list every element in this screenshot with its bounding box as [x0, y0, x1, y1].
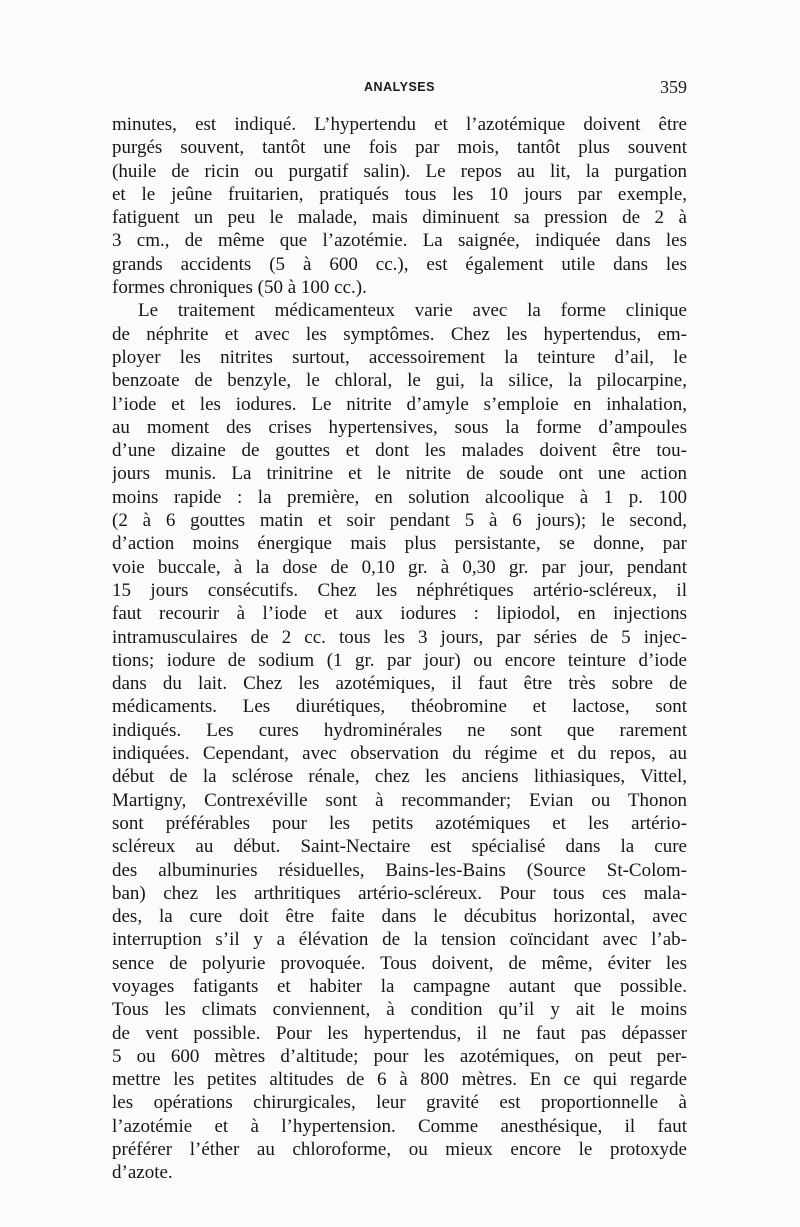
- text-line: des albuminuries résiduelles, Bains-les-Bains (Source St-Colom-: [112, 859, 687, 881]
- text-line: et le jeûne fruitarien, pratiqués tous les 10 jours par exemple,: [112, 183, 687, 205]
- text-line: benzoate de benzyle, le chloral, le gui, la silice, la pilocarpine,: [112, 370, 687, 392]
- text-line: intramusculaires de 2 cc. tous les 3 jours, par séries de 5 injec-: [112, 626, 687, 648]
- text-line: Martigny, Contrexéville sont à recommander; Evian ou Thonon: [112, 789, 687, 811]
- text-line: voyages fatigants et habiter la campagne autant que possible.: [112, 975, 687, 997]
- text-line: début de la sclérose rénale, chez les anciens lithiasiques, Vittel,: [112, 766, 687, 788]
- text-line: jours munis. La trinitrine et le nitrite de soude ont une action: [112, 463, 687, 485]
- text-line: scléreux au début. Saint-Nectaire est spécialisé dans la cure: [112, 836, 687, 858]
- text-line: 3 cm., de même que l’azotémie. La saignée, indiquée dans les: [112, 230, 687, 252]
- text-line: préférer l’éther au chloroforme, ou mieux encore le protoxyde: [112, 1139, 687, 1161]
- text-line: l’iode et les iodures. Le nitrite d’amyle s’emploie en inhalation,: [112, 393, 687, 415]
- text-line: faut recourir à l’iode et aux iodures : lipiodol, en injections: [112, 603, 687, 625]
- text-line: des, la cure doit être faite dans le décubitus horizontal, avec: [112, 906, 687, 928]
- paragraph-end-line: d’azote.: [112, 1162, 173, 1184]
- page-number: 359: [660, 77, 687, 97]
- text-line: (huile de ricin ou purgatif salin). Le repos au lit, la purgation: [112, 160, 687, 182]
- running-title: ANALYSES: [364, 80, 435, 94]
- text-line: de néphrite et avec les symptômes. Chez les hypertendus, em-: [112, 323, 687, 345]
- text-line: ployer les nitrites surtout, accessoirement la teinture d’ail, le: [112, 346, 687, 368]
- text-line: interruption s’il y a élévation de la tension coïncidant avec l’ab-: [112, 929, 687, 951]
- paragraph-end-line: formes chroniques (50 à 100 cc.).: [112, 277, 367, 299]
- text-line: moins rapide : la première, en solution alcoolique à 1 p. 100: [112, 486, 687, 508]
- text-line: fatiguent un peu le malade, mais diminuent sa pression de 2 à: [112, 207, 687, 229]
- running-head: [112, 77, 687, 104]
- text-line: sont préférables pour les petits azotémiques et les artério-: [112, 812, 687, 834]
- text-line: voie buccale, à la dose de 0,10 gr. à 0,30 gr. par jour, pendant: [112, 556, 687, 578]
- text-line: au moment des crises hypertensives, sous la forme d’ampoules: [112, 416, 687, 438]
- text-line: de vent possible. Pour les hypertendus, il ne faut pas dépasser: [112, 1022, 687, 1044]
- text-line: sence de polyurie provoquée. Tous doivent, de même, éviter les: [112, 952, 687, 974]
- text-line: purgés souvent, tantôt une fois par mois, tantôt plus souvent: [112, 137, 687, 159]
- text-line: d’action moins énergique mais plus persistante, se donne, par: [112, 533, 687, 555]
- body-text: [112, 113, 687, 1185]
- text-line: les opérations chirurgicales, leur gravité est proportionnelle à: [112, 1092, 687, 1114]
- text-line: mettre les petites altitudes de 6 à 800 mètres. En ce qui regarde: [112, 1069, 687, 1091]
- text-line: tions; iodure de sodium (1 gr. par jour) ou encore teinture d’iode: [112, 649, 687, 671]
- text-line: d’une dizaine de gouttes et dont les malades doivent être tou-: [112, 440, 687, 462]
- text-line: indiquées. Cependant, avec observation du régime et du repos, au: [112, 743, 687, 765]
- text-line: médicaments. Les diurétiques, théobromine et lactose, sont: [112, 696, 687, 718]
- text-line: Tous les climats conviennent, à condition qu’il y ait le moins: [112, 999, 687, 1021]
- text-line: grands accidents (5 à 600 cc.), est également utile dans les: [112, 253, 687, 275]
- paragraph-start-line: Le traitement médicamenteux varie avec la forme clinique: [138, 300, 687, 322]
- text-line: 5 ou 600 mètres d’altitude; pour les azotémiques, on peut per-: [112, 1045, 687, 1067]
- text-line: (2 à 6 gouttes matin et soir pendant 5 à 6 jours); le second,: [112, 510, 687, 532]
- text-line: indiqués. Les cures hydrominérales ne sont que rarement: [112, 719, 687, 741]
- text-line: l’azotémie et à l’hypertension. Comme anesthésique, il faut: [112, 1115, 687, 1137]
- text-line: dans du lait. Chez les azotémiques, il faut être très sobre de: [112, 673, 687, 695]
- text-line: 15 jours consécutifs. Chez les néphrétiques artério-scléreux, il: [112, 579, 687, 601]
- text-line: minutes, est indiqué. L’hypertendu et l’azotémique doivent être: [112, 114, 687, 135]
- text-line: ban) chez les arthritiques artério-scléreux. Pour tous ces mala-: [112, 882, 687, 904]
